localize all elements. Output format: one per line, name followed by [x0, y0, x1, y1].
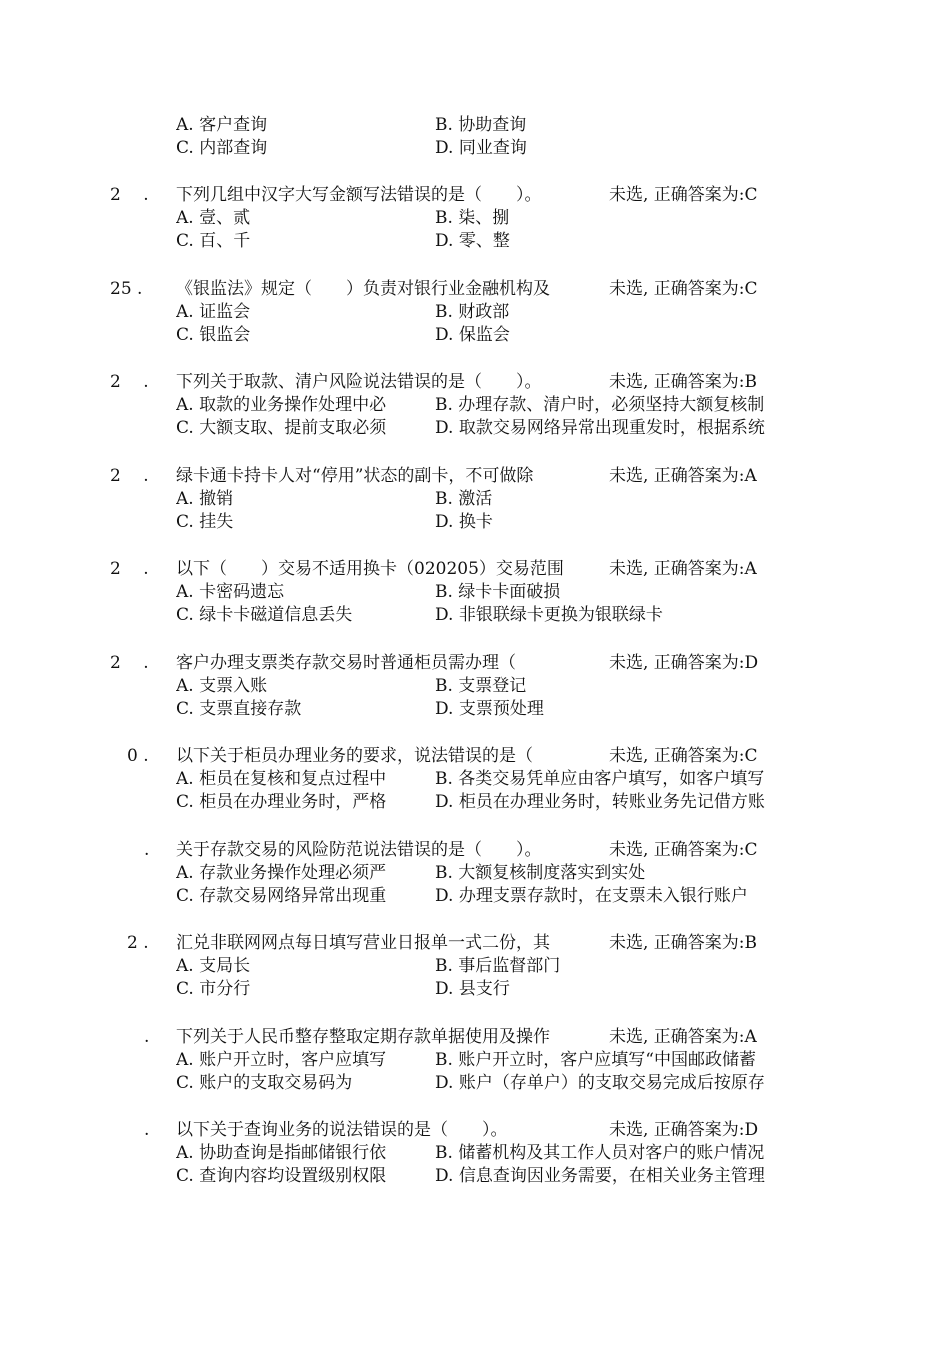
option-c: C. 账户的支取交易码为: [176, 1073, 353, 1093]
question-number: 25 .: [110, 279, 143, 299]
question-number: 2 .: [110, 466, 149, 486]
option-d: D. 同业查询: [435, 138, 527, 158]
option-b: B. 财政部: [435, 302, 510, 322]
option-b: B. 办理存款、清户时，必须坚持大额复核制: [435, 395, 765, 415]
question-number: 2 .: [110, 185, 149, 205]
question-number: .: [110, 1120, 150, 1140]
answer-status: 未选, 正确答案为:C: [609, 840, 758, 860]
option-b: B. 各类交易凭单应由客户填写，如客户填写: [435, 769, 765, 789]
question-text: 下列关于取款、清户风险说法错误的是（ ）。: [176, 372, 542, 392]
option-c: C. 大额支取、提前支取必须: [176, 418, 387, 438]
option-c: C. 存款交易网络异常出现重: [176, 886, 387, 906]
option-b: B. 协助查询: [435, 115, 527, 135]
answer-status: 未选, 正确答案为:A: [609, 466, 757, 486]
option-a: A. 撤销: [176, 489, 234, 509]
option-a: A. 协助查询是指邮储银行依: [176, 1143, 387, 1163]
option-d: D. 零、整: [435, 231, 510, 251]
option-d: D. 账户（存单户）的支取交易完成后按原存: [435, 1073, 765, 1093]
question-number: 0 .: [110, 746, 149, 766]
option-d: D. 非银联绿卡更换为银联绿卡: [435, 605, 663, 625]
option-a: A. 存款业务操作处理必须严: [176, 863, 387, 883]
option-c: C. 银监会: [176, 325, 251, 345]
question-text: 绿卡通卡持卡人对“停用”状态的副卡，不可做除: [176, 466, 534, 486]
option-b: B. 柒、捌: [435, 208, 510, 228]
option-b: B. 事后监督部门: [435, 956, 561, 976]
option-a: A. 支票入账: [176, 676, 268, 696]
question-text: 下列几组中汉字大写金额写法错误的是（ ）。: [176, 185, 542, 205]
option-c: C. 查询内容均设置级别权限: [176, 1166, 387, 1186]
question-text: 《银监法》规定（ ）负责对银行业金融机构及: [176, 279, 550, 299]
answer-status: 未选, 正确答案为:D: [609, 653, 759, 673]
option-a: A. 证监会: [176, 302, 251, 322]
option-d: D. 保监会: [435, 325, 510, 345]
option-a: A. 壹、贰: [176, 208, 251, 228]
option-d: D. 换卡: [435, 512, 493, 532]
answer-status: 未选, 正确答案为:C: [609, 185, 758, 205]
option-b: B. 储蓄机构及其工作人员对客户的账户情况: [435, 1143, 765, 1163]
question-number: .: [110, 840, 150, 860]
question-number: 2 .: [110, 559, 149, 579]
answer-status: 未选, 正确答案为:D: [609, 1120, 759, 1140]
option-a: A. 取款的业务操作处理中必: [176, 395, 387, 415]
option-d: D. 办理支票存款时，在支票未入银行账户: [435, 886, 748, 906]
question-number: 2 .: [110, 653, 149, 673]
option-b: B. 账户开立时，客户应填写“中国邮政储蓄: [435, 1050, 756, 1070]
option-d: D. 县支行: [435, 979, 510, 999]
option-b: B. 支票登记: [435, 676, 527, 696]
question-text: 关于存款交易的风险防范说法错误的是（ ）。: [176, 840, 542, 860]
answer-status: 未选, 正确答案为:A: [609, 559, 757, 579]
option-c: C. 绿卡卡磁道信息丢失: [176, 605, 353, 625]
option-c: C. 支票直接存款: [176, 699, 302, 719]
option-c: C. 柜员在办理业务时，严格: [176, 792, 387, 812]
question-text: 汇兑非联网网点每日填写营业日报单一式二份，其: [176, 933, 550, 953]
question-number: .: [110, 1027, 150, 1047]
option-d: D. 信息查询因业务需要，在相关业务主管理: [435, 1166, 765, 1186]
question-text: 以下关于柜员办理业务的要求，说法错误的是（: [176, 746, 533, 766]
option-b: B. 大额复核制度落实到实处: [435, 863, 646, 883]
option-d: D. 柜员在办理业务时，转账业务先记借方账: [435, 792, 765, 812]
answer-status: 未选, 正确答案为:A: [609, 1027, 757, 1047]
question-number: 2 .: [110, 372, 149, 392]
option-a: A. 支局长: [176, 956, 251, 976]
answer-status: 未选, 正确答案为:C: [609, 746, 758, 766]
option-b: B. 绿卡卡面破损: [435, 582, 561, 602]
option-d: D. 取款交易网络异常出现重发时，根据系统: [435, 418, 765, 438]
answer-status: 未选, 正确答案为:B: [609, 933, 758, 953]
question-text: 以下（ ）交易不适用换卡（020205）交易范围: [176, 559, 564, 579]
option-c: C. 挂失: [176, 512, 234, 532]
option-c: C. 百、千: [176, 231, 251, 251]
option-a: A. 客户查询: [176, 115, 268, 135]
option-c: C. 内部查询: [176, 138, 268, 158]
option-b: B. 激活: [435, 489, 493, 509]
question-text: 以下关于查询业务的说法错误的是（ ）。: [176, 1120, 508, 1140]
option-a: A. 卡密码遗忘: [176, 582, 285, 602]
answer-status: 未选, 正确答案为:C: [609, 279, 758, 299]
answer-status: 未选, 正确答案为:B: [609, 372, 758, 392]
option-d: D. 支票预处理: [435, 699, 544, 719]
option-a: A. 账户开立时，客户应填写: [176, 1050, 387, 1070]
question-text: 下列关于人民币整存整取定期存款单据使用及操作: [176, 1027, 550, 1047]
question-number: 2 .: [110, 933, 149, 953]
option-c: C. 市分行: [176, 979, 251, 999]
option-a: A. 柜员在复核和复点过程中: [176, 769, 387, 789]
question-text: 客户办理支票类存款交易时普通柜员需办理（: [176, 653, 516, 673]
